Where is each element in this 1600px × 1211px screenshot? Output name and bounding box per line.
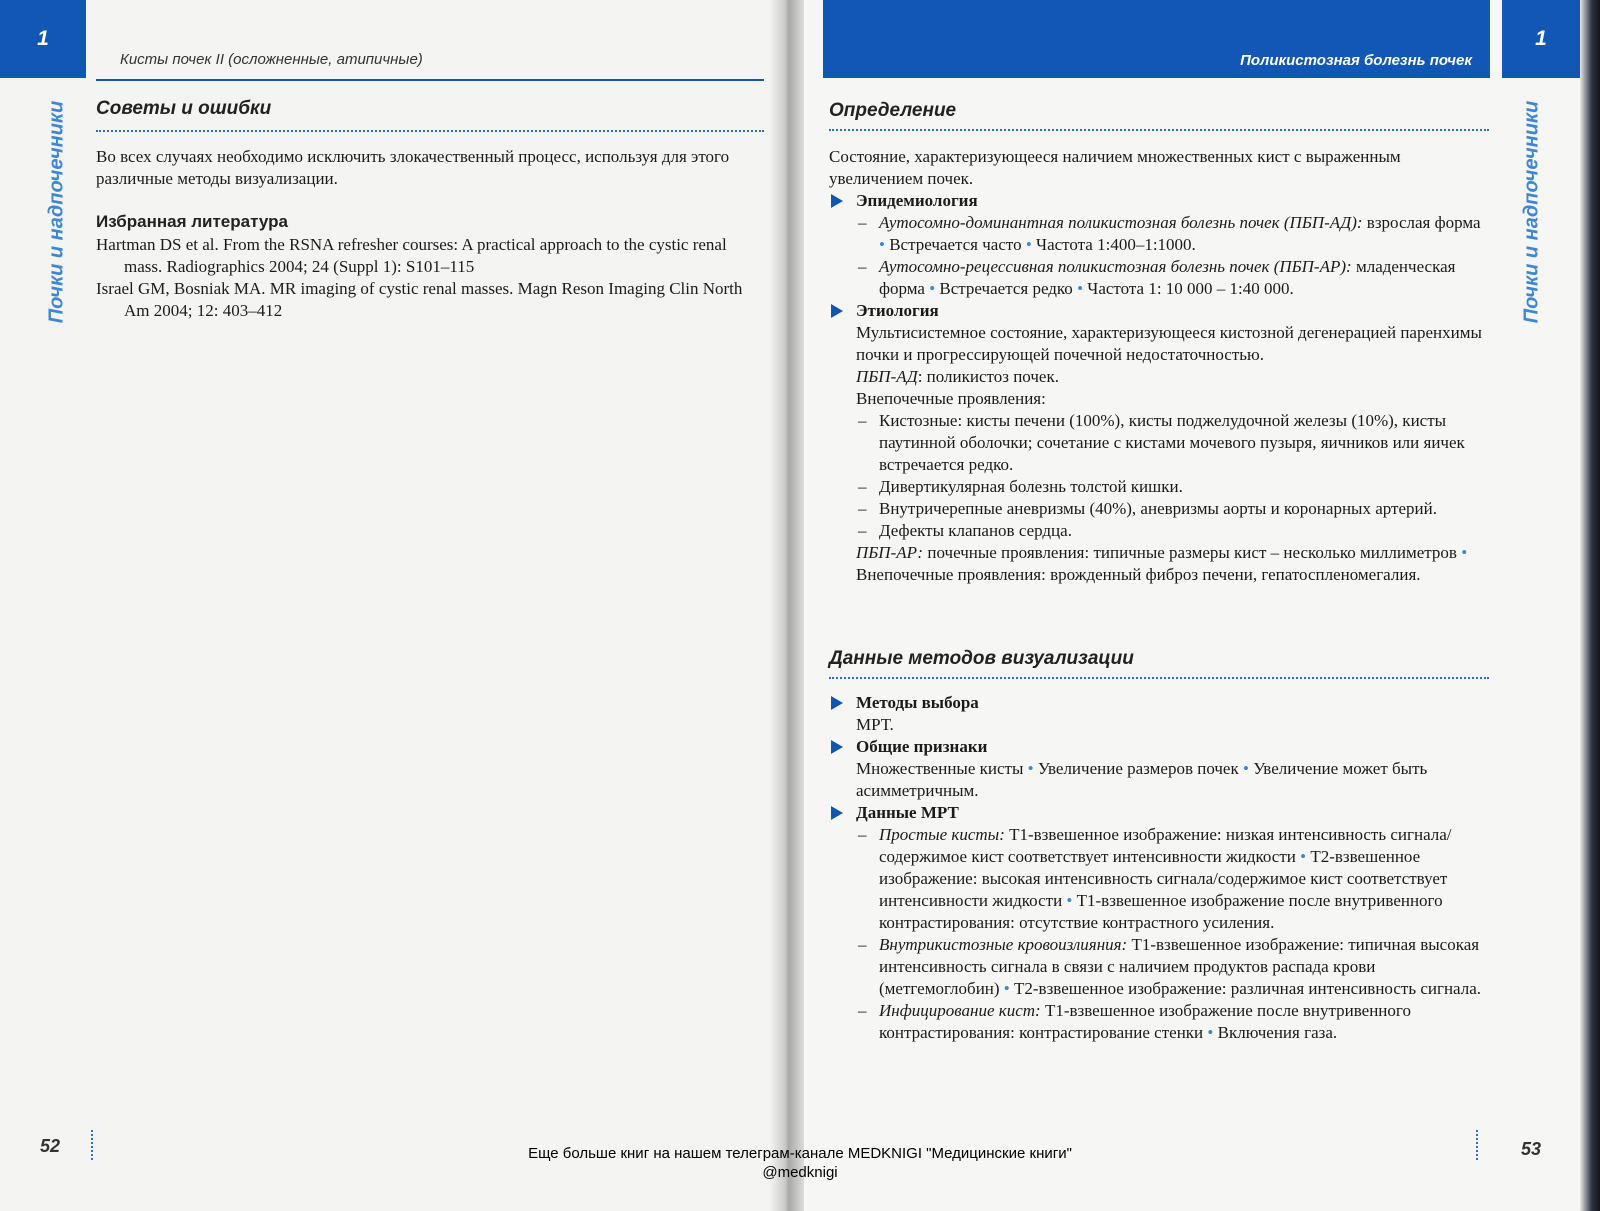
list-item: – Дивертикулярная болезнь толстой кишки. (829, 476, 1489, 498)
bullet-icon: • (1066, 891, 1073, 910)
list-item: – Простые кисты: T1-взвешенное изображение: низкая интенсивность сигнала/содержимое кист соответствует интенсивности жидкости • T2-взвешенное изображение: высокая интенсивность сигнала/содержимое кист соответствует интенсивности жидкости • T1-взвешенное изображение после внутривенного контрастирования: отсутствие контрастного усиления. (829, 824, 1489, 934)
footer-promo (486, 1144, 1114, 1182)
list-item: – Аутосомно-доминантная поликистозная болезнь почек (ПБП-АД): взрослая форма • Встречается часто • Частота 1:400–1:1000. (829, 212, 1489, 256)
list-item: – Дефекты клапанов сердца. (829, 520, 1489, 542)
footer-line: Еще больше книг на нашем телеграм-канале MEDKNIGI "Медицинские книги" (528, 1145, 1072, 1162)
side-title: Почки и надпочечники (1520, 100, 1543, 324)
bullet-icon: • (929, 279, 936, 298)
dotted-divider (829, 677, 1489, 679)
heading-general: Общие признаки (829, 736, 1489, 758)
imaging-body (829, 692, 1489, 1044)
running-head: Поликистозная болезнь почек (1240, 52, 1472, 69)
left-page (0, 0, 785, 1211)
page-number-divider (1476, 1130, 1478, 1160)
methods-text: МРТ. (856, 715, 894, 734)
bullet-icon: • (1003, 979, 1010, 998)
dotted-divider (829, 129, 1489, 131)
footer-handle: @medknigi (762, 1164, 838, 1181)
heading-etiology: Этиология (829, 300, 1489, 322)
side-title: Почки и надпочечники (45, 100, 68, 324)
extrarenal-label: Внепочечные проявления: (856, 389, 1046, 408)
bullet-icon: • (1207, 1023, 1214, 1042)
bullet-icon: • (1300, 847, 1307, 866)
chapter-tab: 1 (1502, 0, 1580, 78)
dotted-divider (96, 130, 764, 132)
triangle-bullet-icon (831, 304, 843, 318)
header-rule (96, 79, 764, 81)
literature-title: Избранная литература (96, 212, 288, 231)
section-title-definition: Определение (829, 100, 957, 121)
definition-body (829, 146, 1489, 586)
triangle-bullet-icon (831, 740, 843, 754)
triangle-bullet-icon (831, 696, 843, 710)
general-text: Множественные кисты • Увеличение размеров почек • Увеличение может быть асимметричным. (856, 759, 1428, 800)
book-gutter (770, 0, 804, 1211)
list-item: – Внутрикистозные кровоизлияния: T1-взвешенное изображение: типичная высокая интенсивность сигнала в связи с наличием продуктов распада крови (метгемоглобин) • T2-взвешенное изображение: различная интенсивность сигнала. (829, 934, 1489, 1000)
list-item: – Внутричерепные аневризмы (40%), аневризмы аорты и коронарных артерий. (829, 498, 1489, 520)
list-item: – Инфицирование кист: T1-взвешенное изображение после внутривенного контрастирования: контрастирование стенки • Включения газа. (829, 1000, 1489, 1044)
bullet-icon: • (1461, 543, 1468, 562)
definition-text: Состояние, характеризующееся наличием множественных кист с выраженным увеличением почек. (829, 147, 1401, 188)
list-item: – Аутосомно-рецессивная поликистозная болезнь почек (ПБП-АР): младенческая форма • Встречается редко • Частота 1: 10 000 – 1:40 000. (829, 256, 1489, 300)
running-head: Кисты почек II (осложненные, атипичные) (120, 51, 423, 68)
heading-epidemiology: Эпидемиология (829, 190, 1489, 212)
bullet-icon: • (1077, 279, 1084, 298)
advice-text: Во всех случаях необходимо исключить злокачественный процесс, используя для этого различные методы визуализации. (96, 147, 730, 188)
reference-list (96, 234, 764, 322)
page-number: 53 (1521, 1139, 1542, 1159)
section-title-imaging: Данные методов визуализации (829, 648, 1134, 669)
section-title-advice: Советы и ошибки (96, 98, 272, 119)
heading-methods: Методы выбора (829, 692, 1489, 714)
reference-item: Hartman DS et al. From the RSNA refresher courses: A practical approach to the cystic renal mass. Radiographics 2004; 24 (Suppl 1): S101–115 (96, 235, 727, 276)
reference-item: Israel GM, Bosniak MA. MR imaging of cystic renal masses. Magn Reson Imaging Clin North Am 2004; 12: 403–412 (96, 279, 743, 320)
arpkd-text: ПБП-АР: почечные проявления: типичные размеры кист – несколько миллиметров • Внепочечные проявления: врожденный фиброз печени, гепатоспленомегалия. (856, 543, 1468, 584)
bullet-icon: • (1242, 759, 1249, 778)
bullet-icon: • (879, 235, 885, 254)
triangle-bullet-icon (831, 806, 843, 820)
triangle-bullet-icon (831, 194, 843, 208)
bullet-icon: • (1027, 759, 1034, 778)
etiology-text: Мультисистемное состояние, характеризующееся кистозной дегенерацией паренхимы почки и прогрессирующей почечной недостаточностью. (856, 323, 1482, 364)
list-item: – Кистозные: кисты печени (100%), кисты поджелудочной железы (10%), кисты паутинной оболочки; сочетание с кистами мочевого пузыря, яичников или яичек встречается редко. (829, 410, 1489, 476)
chapter-tab: 1 (0, 0, 86, 78)
adpkd-line: ПБП-АД: поликистоз почек. (856, 367, 1059, 386)
book-edge (1580, 0, 1600, 1211)
page-number: 52 (40, 1136, 61, 1156)
page-number-divider (91, 1130, 93, 1160)
heading-mri: Данные МРТ (829, 802, 1489, 824)
header-bar (823, 0, 1490, 78)
bullet-icon: • (1025, 235, 1032, 254)
